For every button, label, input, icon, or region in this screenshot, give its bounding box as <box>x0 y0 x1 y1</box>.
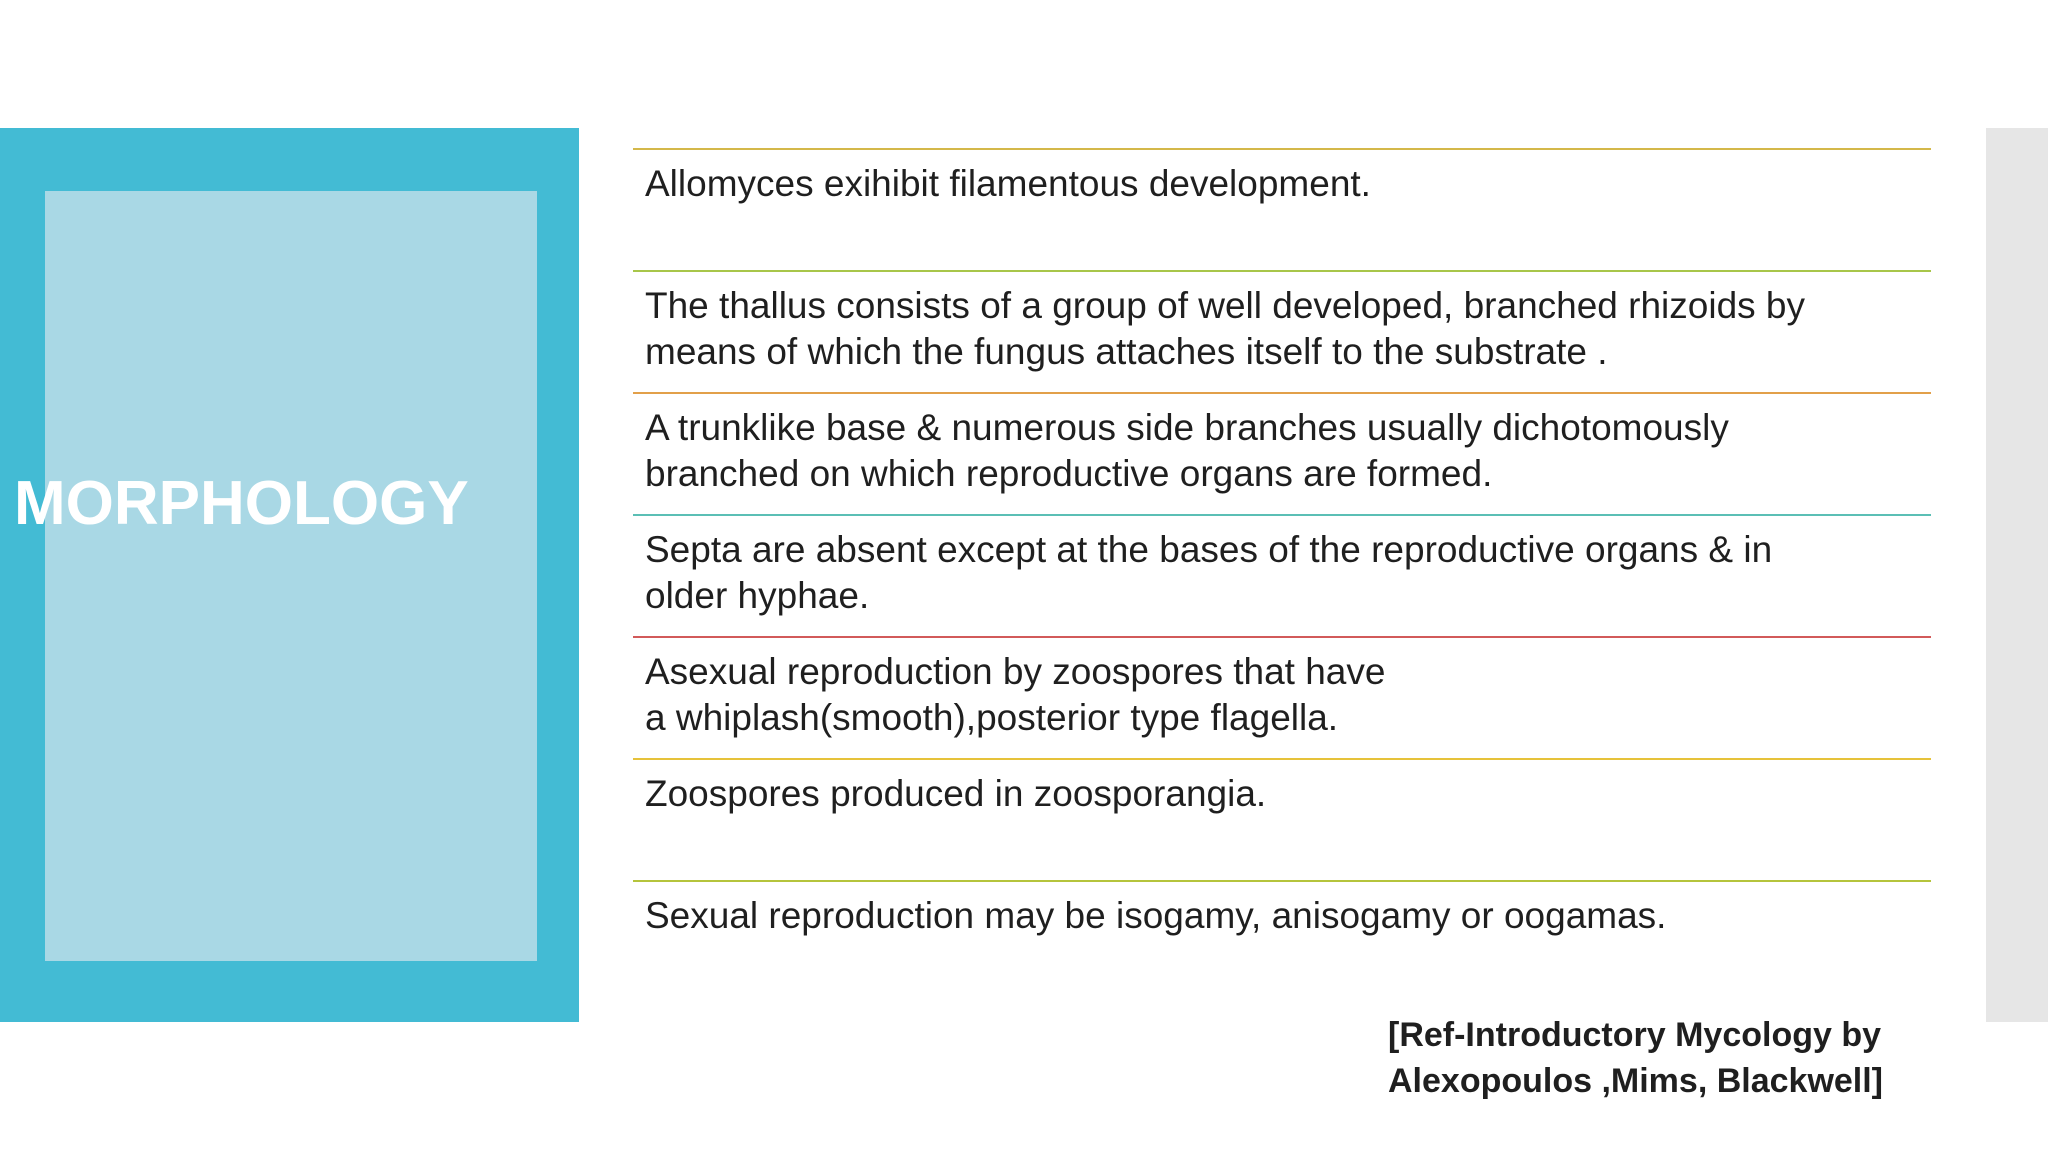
bullet-text: Zoospores produced in zoosporangia. <box>645 773 1267 814</box>
list-item <box>633 270 1931 392</box>
right-decorative-strip <box>1986 128 2048 1022</box>
list-item <box>633 880 1931 1002</box>
bullet-text: The thallus consists of a group of well developed, branched rhizoids by means of which the fungus attaches itself to the substrate . <box>645 285 1806 372</box>
bullet-list <box>633 148 1931 1002</box>
reference-citation: [Ref-Introductory Mycology by Alexopoulos ,Mims, Blackwell] <box>1388 1016 1884 1100</box>
list-item <box>633 148 1931 270</box>
title-panel <box>0 128 579 1022</box>
bullet-text: Sexual reproduction may be isogamy, anisogamy or oogamas. <box>645 895 1667 936</box>
title-panel-inner <box>45 191 537 961</box>
list-item <box>633 636 1931 758</box>
list-item <box>633 758 1931 880</box>
bullet-text: Allomyces exihibit filamentous development. <box>645 163 1371 204</box>
bullet-text: A trunklike base & numerous side branches usually dichotomously branched on which reproductive organs are formed. <box>645 407 1729 494</box>
bullet-text: Asexual reproduction by zoospores that have a whiplash(smooth),posterior type flagella. <box>645 651 1386 738</box>
list-item <box>633 392 1931 514</box>
slide-title: MORPHOLOGY <box>14 469 469 538</box>
list-item <box>633 514 1931 636</box>
bullet-text: Septa are absent except at the bases of the reproductive organs & in older hyphae. <box>645 529 1773 616</box>
